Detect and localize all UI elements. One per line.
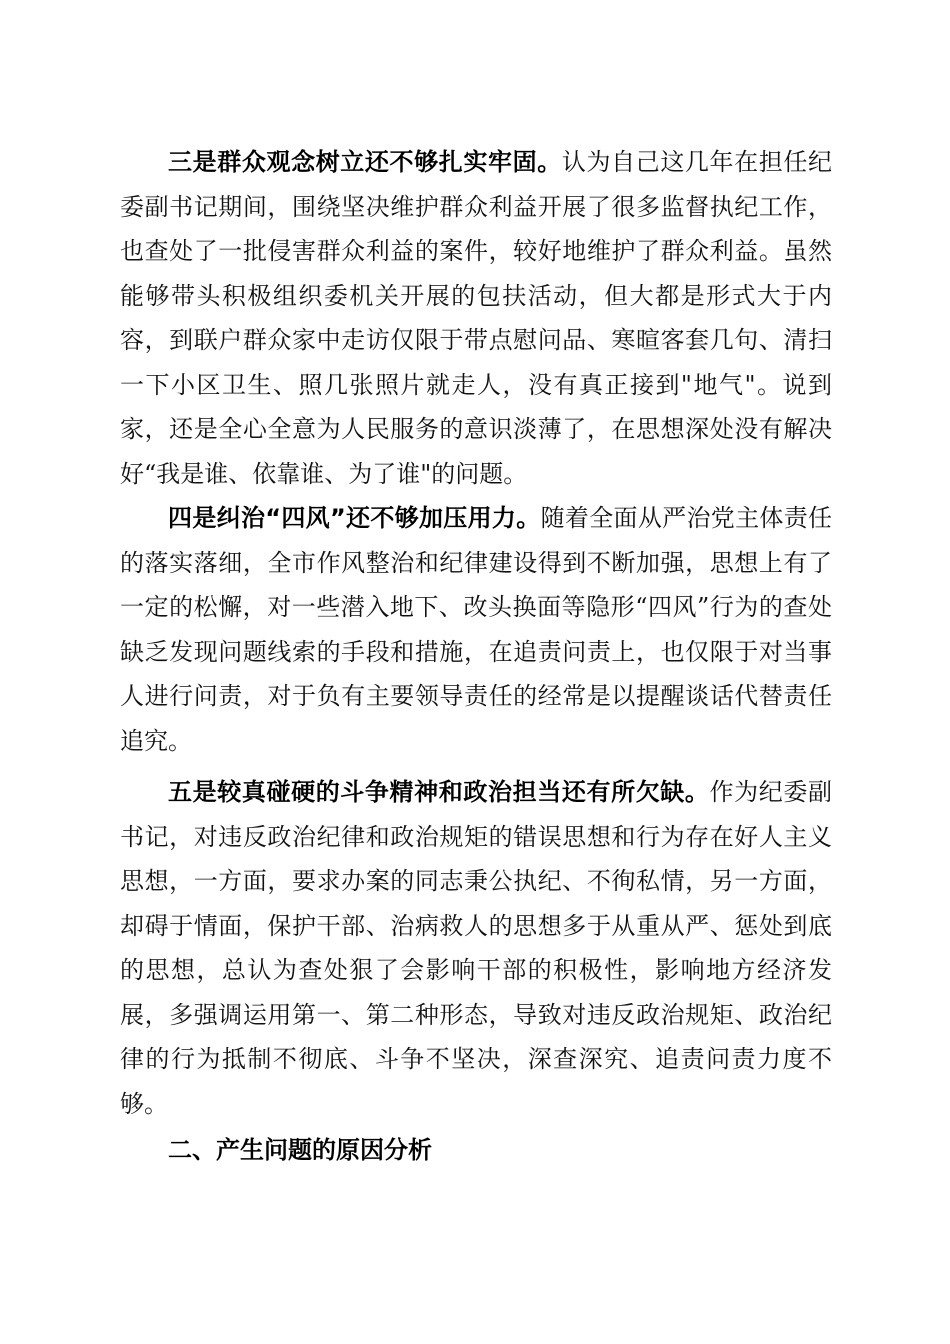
section-heading-cause-analysis: 二、产生问题的原因分析 — [168, 1136, 432, 1164]
paragraph-lead-heading: 三是群众观念树立还不够扎实牢固。 — [168, 148, 562, 176]
paragraph-body-text: 随着全面从严治党主体责任的落实落细，全市作风整治和纪律建设得到不断加强，思想上有了一定的松懈，对一些潜入地下、改头换面等隐形“四风”行为的查处缺乏发现问题线索的手段和措施，在追责问责上，也仅限于对当事人进行问责，对于负有主要领导责任的经常是以提醒谈话代替责任追究。 — [120, 504, 833, 755]
paragraph-body-text: 认为自己这几年在担任纪委副书记期间，围绕坚决维护群众利益开展了很多监督执纪工作，也查处了一批侵害群众利益的案件，较好地维护了群众利益。虽然能够带头积极组织委机关开展的包扶活动，但大都是形式大于内容，到联户群众家中走访仅限于带点慰问品、寒暄客套几句、清扫一下小区卫生、照几张照片就走人，没有真正接到"地气"。说到家，还是全心全意为人民服务的意识淡薄了，在思想深处没有解决好“我是谁、依靠谁、为了谁"的问题。 — [120, 148, 833, 488]
paragraph-body-text: 作为纪委副书记，对违反政治纪律和政治规矩的错误思想和行为存在好人主义思想，一方面，要求办案的同志秉公执纪、不徇私情，另一方面，却碍于情面，保护干部、治病救人的思想多于从重从严、惩处到底的思想，总认为查处狠了会影响干部的积极性，影响地方经济发展，多强调运用第一、第二种形态，导致对违反政治规矩、政治纪律的行为抵制不彻底、斗争不坚决，深查深究、追责问责力度不够。 — [120, 778, 833, 1118]
paragraph-lead-heading: 四是纠治“四风”还不够加压用力。 — [168, 504, 541, 532]
paragraph-four-winds — [120, 496, 832, 763]
paragraph-mass-concept — [120, 140, 832, 496]
paragraph-struggle-spirit — [120, 770, 832, 1126]
document-body — [120, 140, 832, 1172]
paragraph-lead-heading: 五是较真碰硬的斗争精神和政治担当还有所欠缺。 — [168, 778, 710, 806]
